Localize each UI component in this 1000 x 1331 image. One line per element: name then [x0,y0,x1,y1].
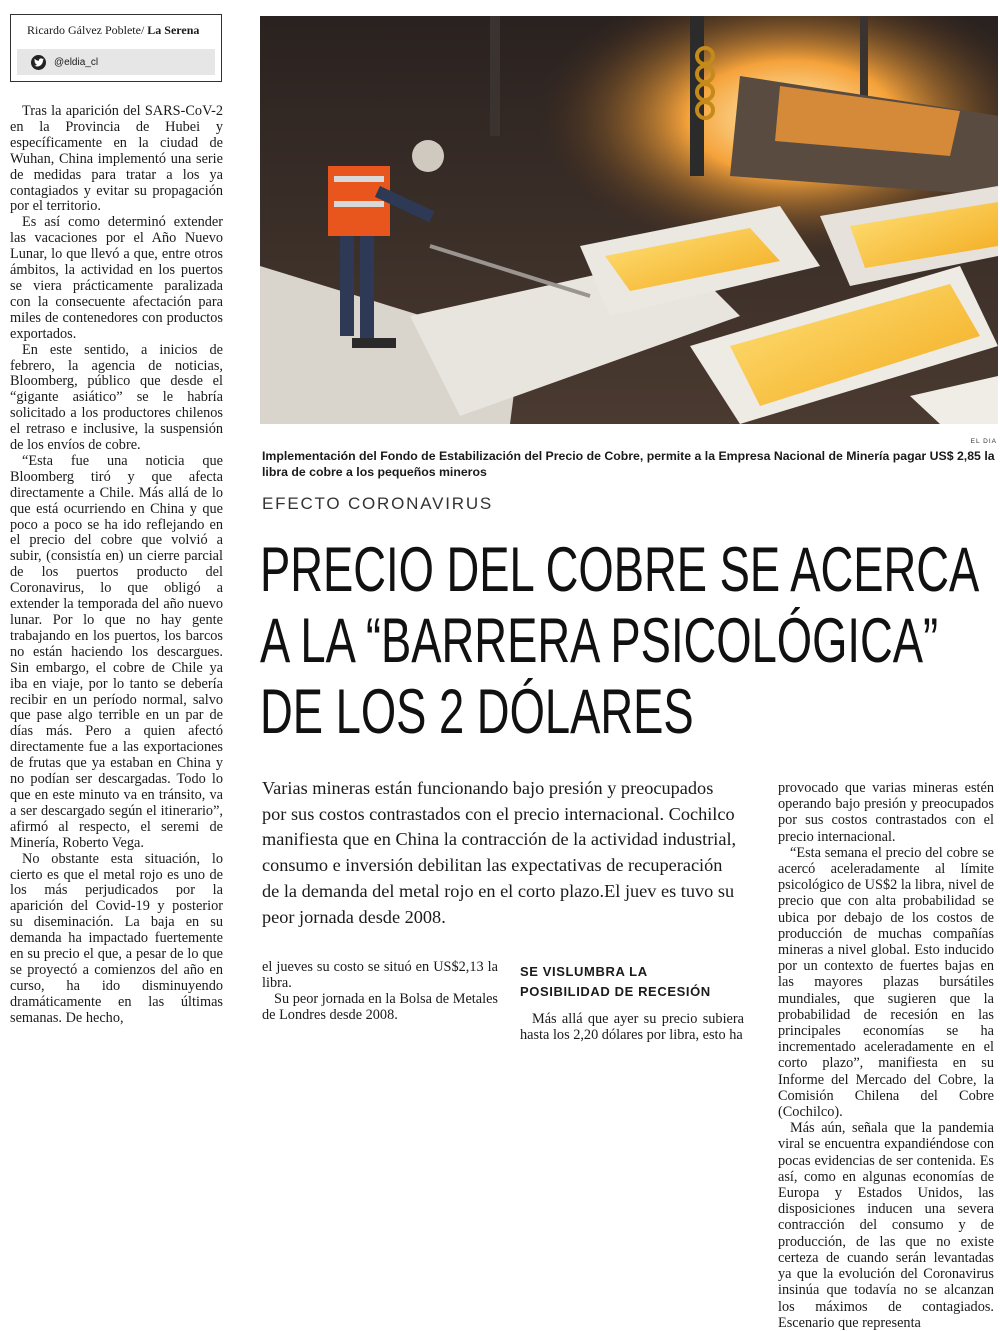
body-paragraph: Es así como determinó extender las vacaciones por el Año Nuevo Lunar, lo que llevó a que, entre otros ámbitos, la actividad en los puertos se viera prácticamente paralizada con la consecuente afectación para miles de contenedores con productos exportados. [10,214,223,342]
headline-line: PRECIO DEL COBRE SE ACERCA [260,535,980,605]
middle-column-1 [262,960,498,1024]
headline-line: A LA “BARRERA PSICOLÓGICA” [260,606,939,676]
headline-line: DE LOS 2 DÓLARES [260,677,694,747]
twitter-bird-icon [31,55,46,70]
body-paragraph: “Esta fue una noticia que Bloomberg tiró y que afecta directamente a Chile. Más allá de lo que está ocurriendo en China y que poco a poco se ha ido reflejando en el precio del cobre que volvió a subir, (consistía en) un cierre parcial de los puertos producto del Coronavirus, lo que obligó a extender la temporada del año nuevo lunar. Por lo que no hay gente trabajando en los puertos, los barcos no están haciendo los descargues. Sin embargo, el cobre de Chile ya iba en viaje, por lo tanto se debería recibir en un período normal, salvo que pase algo terrible en un par de días más. Pero a quien afectó directamente fue a las exportaciones de frutas que ya estaban en China y no podían ser descargadas. Todo lo que en este minuto va en tránsito, va a ser descargado según el itinerario”, afirmó al respecto, el seremi de Minería, Roberto Vega. [10,452,223,851]
photo-caption: Implementación del Fondo de Estabilización del Precio de Cobre, permite a la Empresa Nacional de Minería pagar US$ 2,85 la libra de cobre a los pequeños mineros [262,449,995,479]
body-paragraph: Tras la aparición del SARS-CoV-2 en la Provincia de Hubei y específicamente en la ciudad de Wuhan, China implementó una serie de medidas para tratar a los ya contagiados y evitar su propagación por el territorio. [10,103,223,215]
author-name: Ricardo Gálvez Poblete/ [27,23,145,37]
section-kicker: EFECTO CORONAVIRUS [262,494,494,513]
middle-column-2 [520,1012,744,1044]
lead-paragraph: Varias mineras están funcionando bajo presión y preocupados por sus costos contrastados con el precio internacional. Cochilco manifiesta que en China la contracción de la actividad industrial, consumo e inversión debilitan las expectativas de recuperación de la demanda del metal rojo en el corto plazo.El juev es tuvo su peor jornada desde 2008. [262,778,737,927]
article-photo [260,16,998,424]
byline [27,23,199,38]
headline [260,535,980,748]
twitter-handle[interactable]: @eldia_cl [54,56,99,68]
photo-credit: EL DIA [970,438,997,445]
body-paragraph: Más allá que ayer su precio subiera hasta los 2,20 dólares por libra, esto ha [520,1011,744,1043]
twitter-handle-bar[interactable] [17,49,215,75]
body-paragraph: Su peor jornada en la Bolsa de Metales de Londres desde 2008. [262,990,498,1023]
body-paragraph: provocado que varias mineras estén operando bajo presión y preocupados por sus costos contrastados con el precio internacional. [778,780,994,845]
copper-smelter-photo [260,16,998,424]
body-paragraph: el jueves su costo se situó en US$2,13 la libra. [262,959,498,991]
left-body-column [10,104,223,1027]
body-paragraph: En este sentido, a inicios de febrero, la agencia de noticias, Bloomberg, público que desde el “gigante asiático” se le habría solicitado a los productores chilenos el retraso e inclusive, la suspensión de los envíos de cobre. [10,341,223,454]
body-paragraph: Más aún, señala que la pandemia viral se encuentra expandiéndose con pocas evidencias de ser contenida. Es así, como en algunas economías de Europa y Estados Unidos, las disposiciones inducen una severa contracción del consumo y de producción, de las que no existe certeza de cuando serán levantadas ya que la evolución del Coronavirus insinúa que todavía no se alcanzan los máximos de contagiados. Escenario que representa [778,1120,994,1331]
body-paragraph: “Esta semana el precio del cobre se acercó aceleradamente al límite psicológico de US$2 la libra, nivel de precio que con alta probabilidad se ubica por debajo de los costos de producción de muchas compañías mineras a nivel global. Esto inducido por un contexto de fuertes bajas en las mayores plazas bursátiles mundiales, que sugieren que la probabilidad de recesión en las principales economías se ha incrementado aceleradamente en el corto plazo”, manifiesta en su Informe del Mercado del Cobre, la Comisión Chilena del Cobre (Cochilco). [778,844,994,1121]
byline-box [10,14,222,82]
subheading: SE VISLUMBRA LA POSIBILIDAD DE RECESIÓN [520,964,711,999]
byline-place: La Serena [147,23,200,37]
right-body-column [778,780,994,1331]
body-paragraph: No obstante esta situación, lo cierto es que el metal rojo es uno de los más perjudicados por la aparición del Covid-19 y posterior su diseminación. La baja en su demanda ha impactado fuertemente en su precio el que, a pesar de lo que se proyectó a comienzos del año en curso, ha ido disminuyendo dramáticamente en las últimas semanas. De hecho, [10,850,223,1026]
